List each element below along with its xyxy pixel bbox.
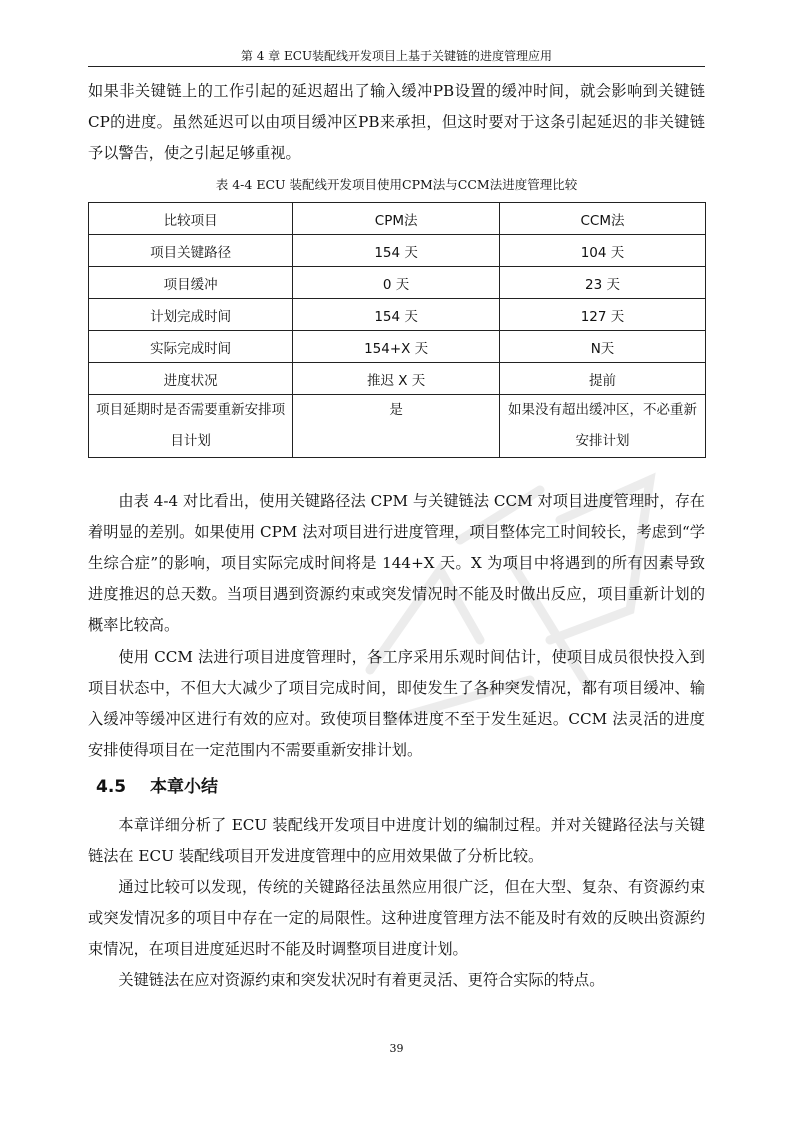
table-cell: 0 天 — [293, 267, 500, 299]
section-number: 4.5 — [96, 777, 127, 797]
table-header-cell: CCM法 — [499, 203, 705, 235]
table-cell: 计划完成时间 — [89, 299, 293, 331]
paragraph-summary-3: 关键链法在应对资源约束和突发状况时有着更灵活、更符合实际的特点。 — [118, 971, 605, 989]
table-header-cell: 比较项目 — [89, 203, 293, 235]
paragraph-summary-1: 本章详细分析了 ECU 装配线开发项目中进度计划的编制过程。并对关键路径法与关键链法在 ECU 装配线项目开发进度管理中的应用效果做了分析比较。 — [88, 816, 705, 865]
table-cell: 154+X 天 — [293, 331, 500, 363]
table-row — [89, 299, 706, 331]
table-cell: 是 — [293, 395, 500, 458]
table-row — [89, 331, 706, 363]
table-cell: 进度状况 — [89, 363, 293, 395]
table-cell: 104 天 — [499, 235, 705, 267]
section-heading — [96, 772, 218, 802]
table-row — [89, 267, 706, 299]
table-header-cell: CPM法 — [293, 203, 500, 235]
comparison-table — [88, 202, 706, 458]
table-cell: 项目关键路径 — [89, 235, 293, 267]
table-cell: N天 — [499, 331, 705, 363]
table-cell: 154 天 — [293, 299, 500, 331]
table-cell: 提前 — [499, 363, 705, 395]
table-header-row — [89, 203, 706, 235]
paragraph-analysis: 由表 4-4 对比看出，使用关键路径法 CPM 与关键链法 CCM 对项目进度管理时，存在着明显的差别。如果使用 CPM 法对项目进行进度管理，项目整体完工时间较长，考虑到“学生综合症”的影响，项目实际完成时间将是 144+X 天。X 为项目中将遇到的所有因素导致进度推迟的总天数。当项目遇到资源约束或突发情况时不能及时做出反应，项目重新计划的概率比较高。 — [88, 492, 705, 634]
table-cell: 项目缓冲 — [89, 267, 293, 299]
paragraph-summary-2: 通过比较可以发现，传统的关键路径法虽然应用很广泛，但在大型、复杂、有资源约束或突发情况多的项目中存在一定的局限性。这种进度管理方法不能及时有效的反映出资源约束情况，在项目进度延迟时不能及时调整项目进度计划。 — [88, 878, 705, 958]
page-number: 39 — [389, 1042, 404, 1055]
paragraph-intro: 如果非关键链上的工作引起的延迟超出了输入缓冲PB设置的缓冲时间，就会影响到关键链CP的进度。虽然延迟可以由项目缓冲区PB来承担，但这时要对于这条引起延迟的非关键链予以警告，使之引起足够重视。 — [88, 82, 705, 162]
table-row — [89, 235, 706, 267]
table-row — [89, 363, 706, 395]
table-cell: 如果没有超出缓冲区，不必重新安排计划 — [499, 395, 705, 458]
table-cell: 154 天 — [293, 235, 500, 267]
table-caption: 表 4-4 ECU 装配线开发项目使用CPM法与CCM法进度管理比较 — [215, 177, 578, 192]
table-cell: 实际完成时间 — [89, 331, 293, 363]
table-row — [89, 395, 706, 458]
table-cell: 推迟 X 天 — [293, 363, 500, 395]
running-header: 第 4 章 ECU装配线开发项目上基于关键链的进度管理应用 — [88, 46, 705, 67]
table-cell: 项目延期时是否需要重新安排项目计划 — [89, 395, 293, 458]
table-cell: 23 天 — [499, 267, 705, 299]
paragraph-ccm: 使用 CCM 法进行项目进度管理时，各工序采用乐观时间估计，使项目成员很快投入到项目状态中，不但大大减少了项目完成时间，即使发生了各种突发情况，都有项目缓冲、输入缓冲等缓冲区进行有效的应对。致使项目整体进度不至于发生延迟。CCM 法灵活的进度安排使得项目在一定范围内不需要重新安排计划。 — [88, 648, 705, 759]
table-cell: 127 天 — [499, 299, 705, 331]
section-title: 本章小结 — [150, 777, 218, 797]
